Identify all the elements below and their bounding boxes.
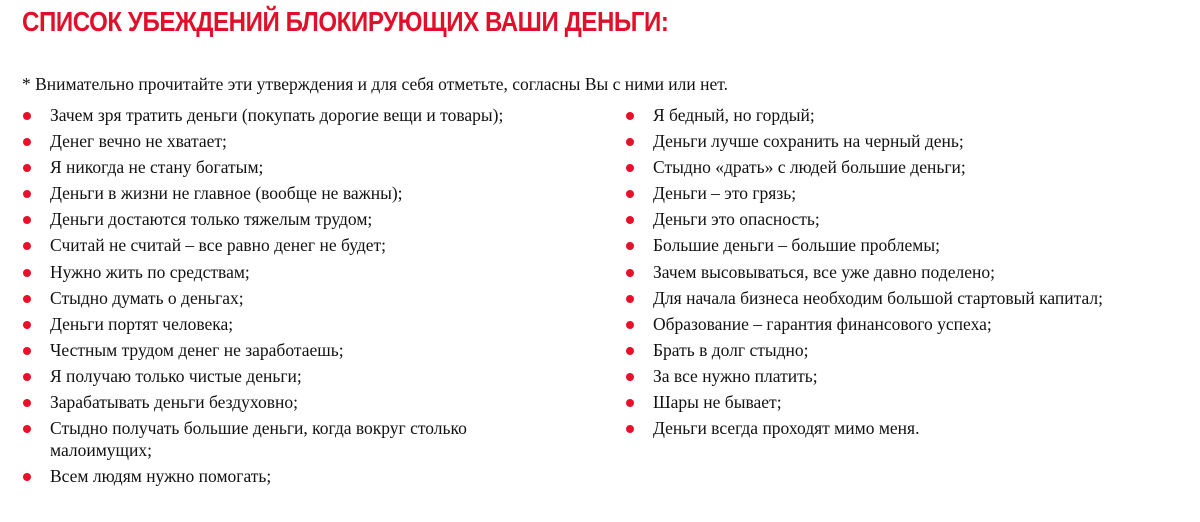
beliefs-list-left: [22, 104, 582, 491]
list-item-text: Нужно жить по средствам;: [50, 261, 250, 282]
list-item: [625, 417, 1185, 439]
instruction-note: * Внимательно прочитайте эти утверждения и для себя отметьте, согласны Вы с ними или нет.: [22, 74, 728, 94]
bullet-icon: [23, 190, 31, 198]
bullet-icon: [626, 112, 634, 120]
bullet-icon: [23, 321, 31, 329]
list-item: [22, 208, 582, 230]
list-item: [22, 313, 582, 335]
list-item-text: Зачем высовываться, все уже давно поделено;: [653, 261, 995, 282]
list-item: [22, 104, 582, 126]
bullet-icon: [626, 347, 634, 355]
bullet-icon: [626, 295, 634, 303]
list-item-text: Деньги – это грязь;: [653, 183, 797, 204]
bullet-icon: [626, 373, 634, 381]
list-item-text: Зарабатывать деньги бездуховно;: [50, 392, 298, 413]
list-item: [625, 261, 1185, 283]
list-item-text: Честным трудом денег не заработаешь;: [50, 339, 344, 360]
list-item: [22, 465, 582, 487]
bullet-icon: [23, 138, 31, 146]
list-item-text: Стыдно получать большие деньги, когда вокруг столько малоимущих;: [50, 418, 467, 461]
list-item: [625, 339, 1185, 361]
list-item: [22, 156, 582, 178]
list-item: [22, 182, 582, 204]
list-item-text: Всем людям нужно помогать;: [50, 466, 272, 487]
list-item: [625, 313, 1185, 335]
list-item: [625, 156, 1185, 178]
list-item: [22, 130, 582, 152]
list-item-text: Стыдно думать о деньгах;: [50, 287, 244, 308]
bullet-icon: [23, 112, 31, 120]
list-item-text: Брать в долг стыдно;: [653, 339, 809, 360]
bullet-icon: [23, 373, 31, 381]
list-item: [625, 130, 1185, 152]
list-item: [625, 287, 1185, 309]
list-item-text: Для начала бизнеса необходим большой стартовый капитал;: [653, 287, 1103, 308]
list-item-text: Деньги всегда проходят мимо меня.: [653, 418, 920, 439]
bullet-icon: [626, 242, 634, 250]
bullet-icon: [23, 425, 31, 433]
list-item: [22, 261, 582, 283]
bullet-icon: [23, 473, 31, 481]
bullet-icon: [626, 399, 634, 407]
page-title: СПИСОК УБЕЖДЕНИЙ БЛОКИРУЮЩИХ ВАШИ ДЕНЬГИ:: [22, 6, 669, 37]
list-item: [625, 391, 1185, 413]
bullet-icon: [626, 321, 634, 329]
list-item-text: Считай не считай – все равно денег не будет;: [50, 235, 387, 256]
list-item: [625, 234, 1185, 256]
list-item-text: Я никогда не стану богатым;: [50, 157, 264, 178]
list-item-text: Я получаю только чистые деньги;: [50, 365, 302, 386]
list-item-text: Я бедный, но гордый;: [653, 105, 815, 125]
list-item-text: За все нужно платить;: [653, 365, 818, 386]
bullet-icon: [23, 399, 31, 407]
list-item-text: Зачем зря тратить деньги (покупать дорогие вещи и товары);: [50, 105, 504, 125]
list-item: [22, 365, 582, 387]
bullet-icon: [23, 295, 31, 303]
bullet-icon: [626, 164, 634, 172]
bullet-icon: [626, 138, 634, 146]
bullet-icon: [23, 347, 31, 355]
list-item: [22, 287, 582, 309]
list-item-text: Шары не бывает;: [653, 392, 782, 413]
list-item: [625, 208, 1185, 230]
bullet-icon: [23, 164, 31, 172]
list-item-text: Стыдно «драть» с людей большие деньги;: [653, 157, 966, 178]
list-item: [22, 234, 582, 256]
list-item: [625, 365, 1185, 387]
list-item-text: Образование – гарантия финансового успеха;: [653, 313, 992, 334]
list-item-text: Деньги достаются только тяжелым трудом;: [50, 209, 373, 230]
list-item: [22, 391, 582, 413]
bullet-icon: [23, 269, 31, 277]
list-item: [625, 182, 1185, 204]
bullet-icon: [23, 216, 31, 224]
bullet-icon: [626, 216, 634, 224]
list-item-text: Деньги в жизни не главное (вообще не важны);: [50, 183, 403, 204]
beliefs-list-right: [625, 104, 1185, 443]
bullet-icon: [626, 425, 634, 433]
bullet-icon: [23, 242, 31, 250]
list-item: [625, 104, 1185, 126]
list-item-text: Большие деньги – большие проблемы;: [653, 235, 940, 256]
list-item-text: Деньги портят человека;: [50, 313, 234, 334]
list-item: [22, 339, 582, 361]
bullet-icon: [626, 190, 634, 198]
list-item: [22, 417, 550, 461]
list-item-text: Деньги лучше сохранить на черный день;: [653, 131, 964, 152]
list-item-text: Деньги это опасность;: [653, 209, 820, 230]
list-item-text: Денег вечно не хватает;: [50, 131, 227, 152]
bullet-icon: [626, 269, 634, 277]
